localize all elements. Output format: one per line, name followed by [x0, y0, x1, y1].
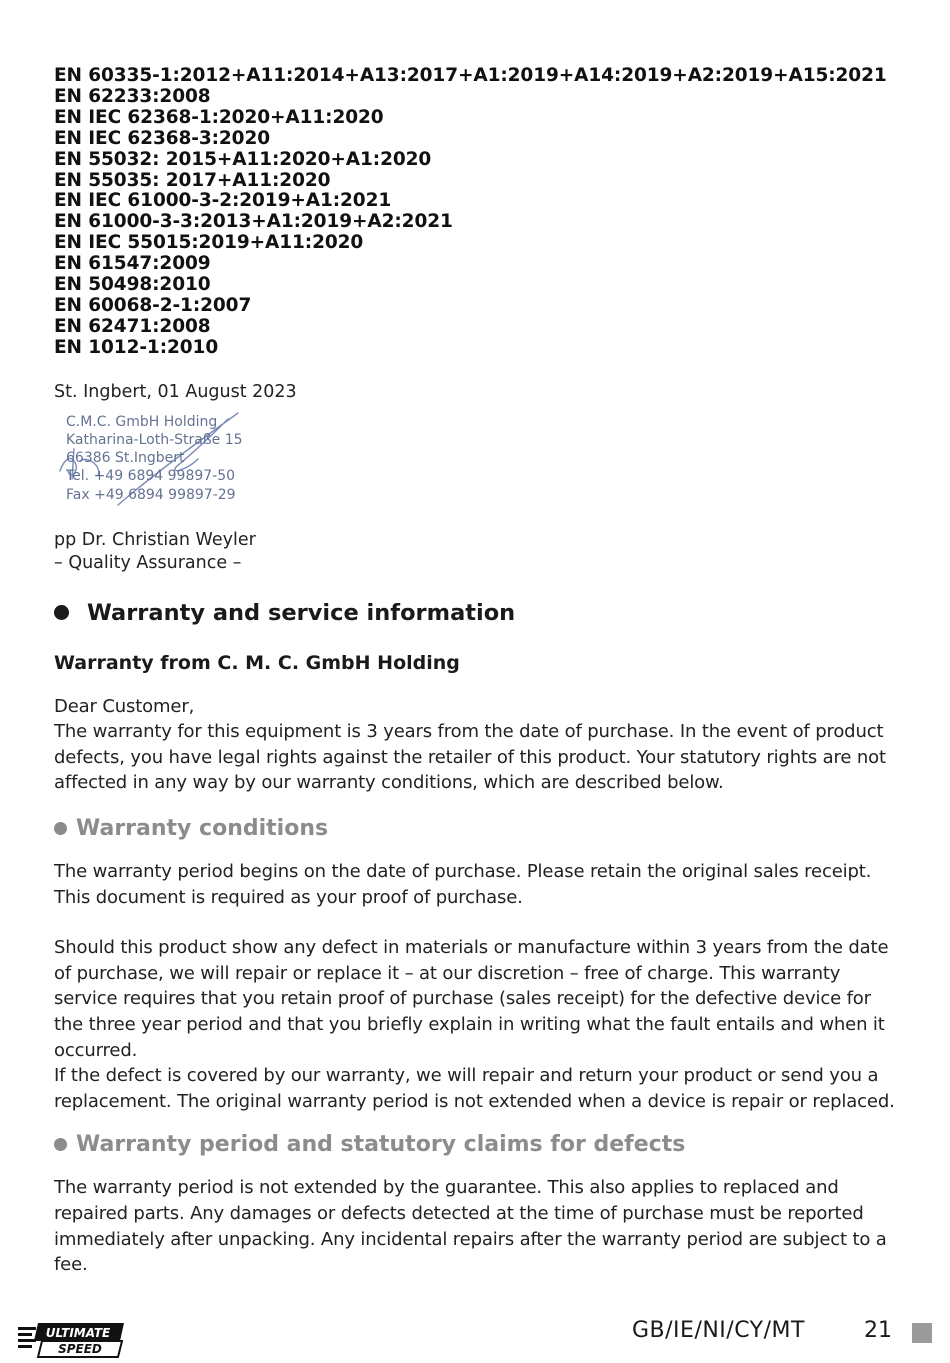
conditions-paragraph-3: If the defect is covered by our warranty, we will repair and return your product or send you a replacement. The original warranty period is not extended when a device is repair or replaced.	[54, 1065, 895, 1112]
stamp-line: Tel. +49 6894 99897-50	[66, 468, 236, 485]
conditions-heading-text: Warranty conditions	[76, 816, 329, 842]
bullet-icon	[54, 822, 67, 835]
stamp-line: C.M.C. GmbH Holding	[66, 413, 218, 430]
section-heading-text: Warranty and service information	[87, 599, 516, 626]
stamp-line: Fax +49 6894 99897-29	[66, 486, 236, 503]
signer-block	[54, 529, 904, 576]
standard-item: EN 62233:2008	[54, 85, 211, 107]
bullet-icon	[54, 605, 69, 620]
intro-paragraph: The warranty for this equipment is 3 years from the date of purchase. In the event of product defects, you have legal rights against the retailer of this product. Your statutory rights are not affected in any way by our warranty conditions, which are described below.	[54, 721, 886, 794]
standard-item: EN 55032: 2015+A11:2020+A1:2020	[54, 148, 432, 170]
conditions-paragraph-2: Should this product show any defect in materials or manufacture within 3 years from the date of purchase, we will repair or replace it – at our discretion – free of charge. This warranty service requires that you retain proof of purchase (sales receipt) for the defective device for the three year period and that you briefly explain in writing what the fault entails and when it occurred.	[54, 937, 889, 1061]
standard-item: EN IEC 62368-3:2020	[54, 127, 270, 149]
greeting: Dear Customer,	[54, 695, 195, 717]
bullet-icon	[54, 1138, 67, 1151]
standard-item: EN IEC 55015:2019+A11:2020	[54, 232, 364, 254]
conditions-heading	[54, 816, 904, 841]
standards-list	[54, 66, 904, 359]
period-paragraph: The warranty period is not extended by the guarantee. This also applies to replaced and repaired parts. Any damages or defects detected at the time of purchase must be reported immediately after unpacking. Any incidental repairs after the warranty period are subject to a fee.	[54, 1177, 887, 1276]
standard-item: EN 61547:2009	[54, 253, 211, 275]
standard-item: EN 60068-2-1:2007	[54, 294, 252, 316]
period-heading	[54, 1132, 904, 1157]
standard-item: EN 62471:2008	[54, 315, 211, 337]
page-number: 21	[864, 1318, 892, 1343]
standard-item: EN IEC 62368-1:2020+A11:2020	[54, 106, 384, 128]
stamp-line: Katharina-Loth-Straße 15	[66, 431, 243, 448]
svg-text:ULTIMATE: ULTIMATE	[45, 1326, 111, 1340]
page-marker	[912, 1323, 932, 1343]
standard-item: EN IEC 61000-3-2:2019+A1:2021	[54, 190, 392, 212]
company-stamp	[58, 409, 286, 511]
svg-text:SPEED: SPEED	[58, 1342, 102, 1356]
place-date: St. Ingbert, 01 August 2023	[54, 381, 297, 402]
signature-scribble	[58, 409, 286, 511]
ultimate-speed-logo-icon	[18, 1321, 126, 1359]
document-page	[54, 66, 904, 1278]
conditions-paragraph-1: The warranty period begins on the date of purchase. Please retain the original sales receipt. This document is required as your proof of purchase.	[54, 861, 872, 908]
stamp-line: 66386 St.Ingbert	[66, 450, 185, 467]
standard-item: EN 1012-1:2010	[54, 336, 219, 358]
footer-countries: GB/IE/NI/CY/MT	[632, 1318, 805, 1343]
standard-item: EN 60335-1:2012+A11:2014+A13:2017+A1:2019+A14:2019+A2:2019+A15:2021	[54, 65, 887, 86]
period-heading-text: Warranty period and statutory claims for defects	[76, 1132, 686, 1158]
signer-name: pp Dr. Christian Weyler	[54, 529, 256, 550]
standard-item: EN 61000-3-3:2013+A1:2019+A2:2021	[54, 211, 453, 233]
standard-item: EN 55035: 2017+A11:2020	[54, 169, 331, 191]
brand-logo	[18, 1321, 126, 1363]
subsection-heading: Warranty from C. M. C. GmbH Holding	[54, 651, 460, 674]
section-heading	[54, 600, 904, 626]
standard-item: EN 50498:2010	[54, 274, 211, 296]
signer-role: – Quality Assurance –	[54, 553, 242, 574]
